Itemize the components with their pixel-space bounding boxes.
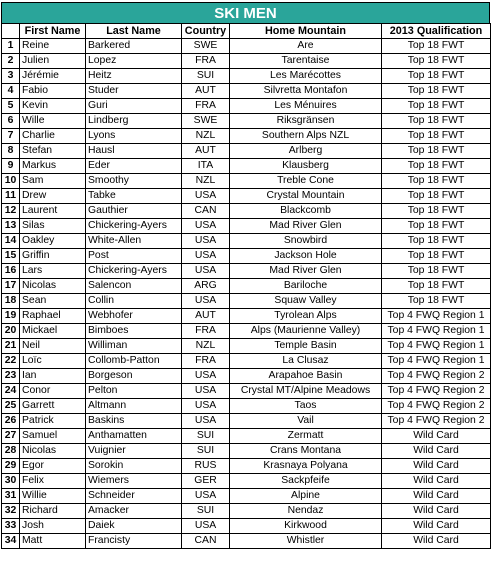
home-mountain-cell: Les Marécottes bbox=[230, 69, 382, 84]
home-mountain-cell: Whistler bbox=[230, 534, 382, 549]
last-name-cell: Anthamatten bbox=[86, 429, 182, 444]
home-mountain-cell: Silvretta Montafon bbox=[230, 84, 382, 99]
table-row bbox=[2, 54, 491, 69]
first-name-cell: Reine bbox=[20, 39, 86, 54]
table-row bbox=[2, 474, 491, 489]
home-mountain-cell: Alps (Maurienne Valley) bbox=[230, 324, 382, 339]
first-name-cell: Samuel bbox=[20, 429, 86, 444]
qualification-cell: Top 18 FWT bbox=[382, 144, 491, 159]
rank-cell: 30 bbox=[2, 474, 20, 489]
rank-cell: 32 bbox=[2, 504, 20, 519]
table-row bbox=[2, 444, 491, 459]
table-row bbox=[2, 69, 491, 84]
home-mountain-cell: Sackpfeife bbox=[230, 474, 382, 489]
last-name-cell: Barkered bbox=[86, 39, 182, 54]
country-cell: SUI bbox=[182, 444, 230, 459]
qualification-cell: Top 4 FWQ Region 1 bbox=[382, 324, 491, 339]
rank-cell: 7 bbox=[2, 129, 20, 144]
first-name-cell: Julien bbox=[20, 54, 86, 69]
last-name-cell: Vuignier bbox=[86, 444, 182, 459]
last-name-cell: Guri bbox=[86, 99, 182, 114]
first-name-cell: Loïc bbox=[20, 354, 86, 369]
first-name-cell: Josh bbox=[20, 519, 86, 534]
last-name-cell: Post bbox=[86, 249, 182, 264]
last-name-cell: Lyons bbox=[86, 129, 182, 144]
home-mountain-cell: Krasnaya Polyana bbox=[230, 459, 382, 474]
qualification-cell: Top 18 FWT bbox=[382, 99, 491, 114]
first-name-cell: Nicolas bbox=[20, 279, 86, 294]
rank-cell: 20 bbox=[2, 324, 20, 339]
home-mountain-cell: Zermatt bbox=[230, 429, 382, 444]
last-name-cell: Tabke bbox=[86, 189, 182, 204]
home-mountain-cell: Taos bbox=[230, 399, 382, 414]
rank-cell: 33 bbox=[2, 519, 20, 534]
home-mountain-cell: Crystal Mountain bbox=[230, 189, 382, 204]
rank-cell: 28 bbox=[2, 444, 20, 459]
qualification-cell: Wild Card bbox=[382, 504, 491, 519]
first-name-cell: Willie bbox=[20, 489, 86, 504]
athlete-table bbox=[1, 23, 491, 549]
qualification-cell: Top 4 FWQ Region 2 bbox=[382, 369, 491, 384]
last-name-cell: Altmann bbox=[86, 399, 182, 414]
country-cell: SUI bbox=[182, 429, 230, 444]
country-cell: USA bbox=[182, 294, 230, 309]
qualification-header: 2013 Qualification bbox=[382, 24, 491, 39]
qualification-cell: Top 18 FWT bbox=[382, 129, 491, 144]
table-row bbox=[2, 249, 491, 264]
table-row bbox=[2, 354, 491, 369]
rank-cell: 9 bbox=[2, 159, 20, 174]
country-header: Country bbox=[182, 24, 230, 39]
last-name-cell: Eder bbox=[86, 159, 182, 174]
first-name-cell: Kevin bbox=[20, 99, 86, 114]
table-row bbox=[2, 99, 491, 114]
qualification-cell: Top 18 FWT bbox=[382, 204, 491, 219]
country-cell: SUI bbox=[182, 504, 230, 519]
table-row bbox=[2, 309, 491, 324]
last-name-cell: Collomb-Patton bbox=[86, 354, 182, 369]
rank-cell: 34 bbox=[2, 534, 20, 549]
country-cell: ARG bbox=[182, 279, 230, 294]
first-name-cell: Jérémie bbox=[20, 69, 86, 84]
home-mountain-cell: Are bbox=[230, 39, 382, 54]
rank-header bbox=[2, 24, 20, 39]
qualification-cell: Wild Card bbox=[382, 429, 491, 444]
table-row bbox=[2, 519, 491, 534]
qualification-cell: Top 18 FWT bbox=[382, 189, 491, 204]
first-name-cell: Egor bbox=[20, 459, 86, 474]
rank-cell: 18 bbox=[2, 294, 20, 309]
first-name-cell: Stefan bbox=[20, 144, 86, 159]
table-row bbox=[2, 459, 491, 474]
rank-cell: 15 bbox=[2, 249, 20, 264]
last-name-cell: Bimboes bbox=[86, 324, 182, 339]
rank-cell: 22 bbox=[2, 354, 20, 369]
country-cell: RUS bbox=[182, 459, 230, 474]
country-cell: USA bbox=[182, 384, 230, 399]
qualification-cell: Top 18 FWT bbox=[382, 39, 491, 54]
last-name-cell: Pelton bbox=[86, 384, 182, 399]
first-name-cell: Charlie bbox=[20, 129, 86, 144]
home-mountain-cell: Arapahoe Basin bbox=[230, 369, 382, 384]
table-row bbox=[2, 189, 491, 204]
table-row bbox=[2, 384, 491, 399]
table-row bbox=[2, 129, 491, 144]
first-name-header: First Name bbox=[20, 24, 86, 39]
first-name-cell: Patrick bbox=[20, 414, 86, 429]
rank-cell: 5 bbox=[2, 99, 20, 114]
country-cell: NZL bbox=[182, 339, 230, 354]
last-name-cell: Lopez bbox=[86, 54, 182, 69]
home-mountain-cell: Mad River Glen bbox=[230, 219, 382, 234]
first-name-cell: Markus bbox=[20, 159, 86, 174]
table-row bbox=[2, 534, 491, 549]
qualification-cell: Top 18 FWT bbox=[382, 84, 491, 99]
last-name-cell: Heitz bbox=[86, 69, 182, 84]
country-cell: USA bbox=[182, 399, 230, 414]
last-name-cell: Studer bbox=[86, 84, 182, 99]
rank-cell: 24 bbox=[2, 384, 20, 399]
rank-cell: 6 bbox=[2, 114, 20, 129]
country-cell: USA bbox=[182, 414, 230, 429]
home-mountain-cell: Riksgränsen bbox=[230, 114, 382, 129]
rank-cell: 12 bbox=[2, 204, 20, 219]
rank-cell: 25 bbox=[2, 399, 20, 414]
table-row bbox=[2, 429, 491, 444]
country-cell: USA bbox=[182, 264, 230, 279]
qualification-cell: Top 18 FWT bbox=[382, 249, 491, 264]
rank-cell: 10 bbox=[2, 174, 20, 189]
rank-cell: 26 bbox=[2, 414, 20, 429]
first-name-cell: Neil bbox=[20, 339, 86, 354]
country-cell: FRA bbox=[182, 354, 230, 369]
first-name-cell: Conor bbox=[20, 384, 86, 399]
qualification-cell: Top 18 FWT bbox=[382, 69, 491, 84]
home-mountain-cell: Kirkwood bbox=[230, 519, 382, 534]
first-name-cell: Lars bbox=[20, 264, 86, 279]
country-cell: CAN bbox=[182, 204, 230, 219]
table-row bbox=[2, 114, 491, 129]
home-mountain-cell: Jackson Hole bbox=[230, 249, 382, 264]
home-mountain-cell: Squaw Valley bbox=[230, 294, 382, 309]
country-cell: FRA bbox=[182, 324, 230, 339]
qualification-cell: Top 18 FWT bbox=[382, 264, 491, 279]
last-name-cell: Sorokin bbox=[86, 459, 182, 474]
table-row bbox=[2, 204, 491, 219]
country-cell: SWE bbox=[182, 114, 230, 129]
country-cell: NZL bbox=[182, 174, 230, 189]
qualification-cell: Top 18 FWT bbox=[382, 174, 491, 189]
qualification-cell: Top 18 FWT bbox=[382, 159, 491, 174]
country-cell: AUT bbox=[182, 84, 230, 99]
table-row bbox=[2, 504, 491, 519]
qualification-cell: Wild Card bbox=[382, 519, 491, 534]
home-mountain-cell: Nendaz bbox=[230, 504, 382, 519]
rank-cell: 29 bbox=[2, 459, 20, 474]
country-cell: USA bbox=[182, 219, 230, 234]
table-row bbox=[2, 369, 491, 384]
last-name-cell: Amacker bbox=[86, 504, 182, 519]
home-mountain-cell: Treble Cone bbox=[230, 174, 382, 189]
header-row bbox=[2, 24, 491, 39]
ski-men-sheet bbox=[1, 2, 490, 549]
qualification-cell: Top 18 FWT bbox=[382, 114, 491, 129]
first-name-cell: Sean bbox=[20, 294, 86, 309]
first-name-cell: Oakley bbox=[20, 234, 86, 249]
country-cell: SWE bbox=[182, 39, 230, 54]
rank-cell: 14 bbox=[2, 234, 20, 249]
last-name-cell: Smoothy bbox=[86, 174, 182, 189]
last-name-cell: Chickering-Ayers bbox=[86, 219, 182, 234]
qualification-cell: Wild Card bbox=[382, 459, 491, 474]
table-row bbox=[2, 39, 491, 54]
table-row bbox=[2, 159, 491, 174]
last-name-cell: Hausl bbox=[86, 144, 182, 159]
table-row bbox=[2, 489, 491, 504]
first-name-cell: Griffin bbox=[20, 249, 86, 264]
table-row bbox=[2, 84, 491, 99]
country-cell: USA bbox=[182, 189, 230, 204]
first-name-cell: Drew bbox=[20, 189, 86, 204]
home-mountain-cell: Klausberg bbox=[230, 159, 382, 174]
first-name-cell: Felix bbox=[20, 474, 86, 489]
rank-cell: 27 bbox=[2, 429, 20, 444]
home-mountain-cell: Vail bbox=[230, 414, 382, 429]
qualification-cell: Top 4 FWQ Region 1 bbox=[382, 354, 491, 369]
home-mountain-cell: Crans Montana bbox=[230, 444, 382, 459]
rank-cell: 8 bbox=[2, 144, 20, 159]
last-name-cell: Gauthier bbox=[86, 204, 182, 219]
first-name-cell: Nicolas bbox=[20, 444, 86, 459]
rank-cell: 21 bbox=[2, 339, 20, 354]
qualification-cell: Top 4 FWQ Region 1 bbox=[382, 339, 491, 354]
first-name-cell: Laurent bbox=[20, 204, 86, 219]
table-row bbox=[2, 279, 491, 294]
last-name-cell: Collin bbox=[86, 294, 182, 309]
home-mountain-header: Home Mountain bbox=[230, 24, 382, 39]
table-row bbox=[2, 324, 491, 339]
home-mountain-cell: Tyrolean Alps bbox=[230, 309, 382, 324]
country-cell: FRA bbox=[182, 99, 230, 114]
qualification-cell: Top 18 FWT bbox=[382, 294, 491, 309]
home-mountain-cell: Temple Basin bbox=[230, 339, 382, 354]
qualification-cell: Top 18 FWT bbox=[382, 54, 491, 69]
table-row bbox=[2, 174, 491, 189]
home-mountain-cell: Bariloche bbox=[230, 279, 382, 294]
first-name-cell: Raphael bbox=[20, 309, 86, 324]
first-name-cell: Matt bbox=[20, 534, 86, 549]
table-row bbox=[2, 399, 491, 414]
country-cell: AUT bbox=[182, 144, 230, 159]
qualification-cell: Top 4 FWQ Region 2 bbox=[382, 384, 491, 399]
rank-cell: 4 bbox=[2, 84, 20, 99]
rank-cell: 11 bbox=[2, 189, 20, 204]
last-name-cell: Wiemers bbox=[86, 474, 182, 489]
table-row bbox=[2, 339, 491, 354]
first-name-cell: Wille bbox=[20, 114, 86, 129]
rank-cell: 31 bbox=[2, 489, 20, 504]
qualification-cell: Wild Card bbox=[382, 474, 491, 489]
table-row bbox=[2, 264, 491, 279]
last-name-cell: Williman bbox=[86, 339, 182, 354]
table-row bbox=[2, 234, 491, 249]
qualification-cell: Top 18 FWT bbox=[382, 279, 491, 294]
rank-cell: 1 bbox=[2, 39, 20, 54]
qualification-cell: Wild Card bbox=[382, 534, 491, 549]
qualification-cell: Top 4 FWQ Region 2 bbox=[382, 414, 491, 429]
rank-cell: 16 bbox=[2, 264, 20, 279]
qualification-cell: Wild Card bbox=[382, 489, 491, 504]
first-name-cell: Mickael bbox=[20, 324, 86, 339]
last-name-cell: Borgeson bbox=[86, 369, 182, 384]
rank-cell: 19 bbox=[2, 309, 20, 324]
rank-cell: 17 bbox=[2, 279, 20, 294]
home-mountain-cell: Tarentaise bbox=[230, 54, 382, 69]
country-cell: USA bbox=[182, 234, 230, 249]
country-cell: FRA bbox=[182, 54, 230, 69]
home-mountain-cell: Crystal MT/Alpine Meadows bbox=[230, 384, 382, 399]
last-name-cell: Baskins bbox=[86, 414, 182, 429]
last-name-cell: White-Allen bbox=[86, 234, 182, 249]
home-mountain-cell: Alpine bbox=[230, 489, 382, 504]
qualification-cell: Top 4 FWQ Region 1 bbox=[382, 309, 491, 324]
first-name-cell: Ian bbox=[20, 369, 86, 384]
last-name-cell: Schneider bbox=[86, 489, 182, 504]
table-row bbox=[2, 144, 491, 159]
home-mountain-cell: Snowbird bbox=[230, 234, 382, 249]
qualification-cell: Top 18 FWT bbox=[382, 234, 491, 249]
table-row bbox=[2, 294, 491, 309]
last-name-header: Last Name bbox=[86, 24, 182, 39]
country-cell: USA bbox=[182, 249, 230, 264]
home-mountain-cell: Mad River Glen bbox=[230, 264, 382, 279]
last-name-cell: Salencon bbox=[86, 279, 182, 294]
country-cell: GER bbox=[182, 474, 230, 489]
first-name-cell: Sam bbox=[20, 174, 86, 189]
first-name-cell: Garrett bbox=[20, 399, 86, 414]
first-name-cell: Fabio bbox=[20, 84, 86, 99]
home-mountain-cell: Southern Alps NZL bbox=[230, 129, 382, 144]
first-name-cell: Silas bbox=[20, 219, 86, 234]
rank-cell: 23 bbox=[2, 369, 20, 384]
country-cell: USA bbox=[182, 519, 230, 534]
last-name-cell: Webhofer bbox=[86, 309, 182, 324]
home-mountain-cell: Les Ménuires bbox=[230, 99, 382, 114]
rank-cell: 2 bbox=[2, 54, 20, 69]
country-cell: CAN bbox=[182, 534, 230, 549]
qualification-cell: Wild Card bbox=[382, 444, 491, 459]
qualification-cell: Top 4 FWQ Region 2 bbox=[382, 399, 491, 414]
last-name-cell: Daiek bbox=[86, 519, 182, 534]
last-name-cell: Chickering-Ayers bbox=[86, 264, 182, 279]
rank-cell: 13 bbox=[2, 219, 20, 234]
sheet-title: SKI MEN bbox=[1, 2, 490, 23]
last-name-cell: Francisty bbox=[86, 534, 182, 549]
home-mountain-cell: Arlberg bbox=[230, 144, 382, 159]
home-mountain-cell: Blackcomb bbox=[230, 204, 382, 219]
country-cell: SUI bbox=[182, 69, 230, 84]
first-name-cell: Richard bbox=[20, 504, 86, 519]
rank-cell: 3 bbox=[2, 69, 20, 84]
home-mountain-cell: La Clusaz bbox=[230, 354, 382, 369]
table-row bbox=[2, 219, 491, 234]
table-row bbox=[2, 414, 491, 429]
country-cell: NZL bbox=[182, 129, 230, 144]
country-cell: USA bbox=[182, 369, 230, 384]
last-name-cell: Lindberg bbox=[86, 114, 182, 129]
country-cell: USA bbox=[182, 489, 230, 504]
country-cell: AUT bbox=[182, 309, 230, 324]
qualification-cell: Top 18 FWT bbox=[382, 219, 491, 234]
country-cell: ITA bbox=[182, 159, 230, 174]
